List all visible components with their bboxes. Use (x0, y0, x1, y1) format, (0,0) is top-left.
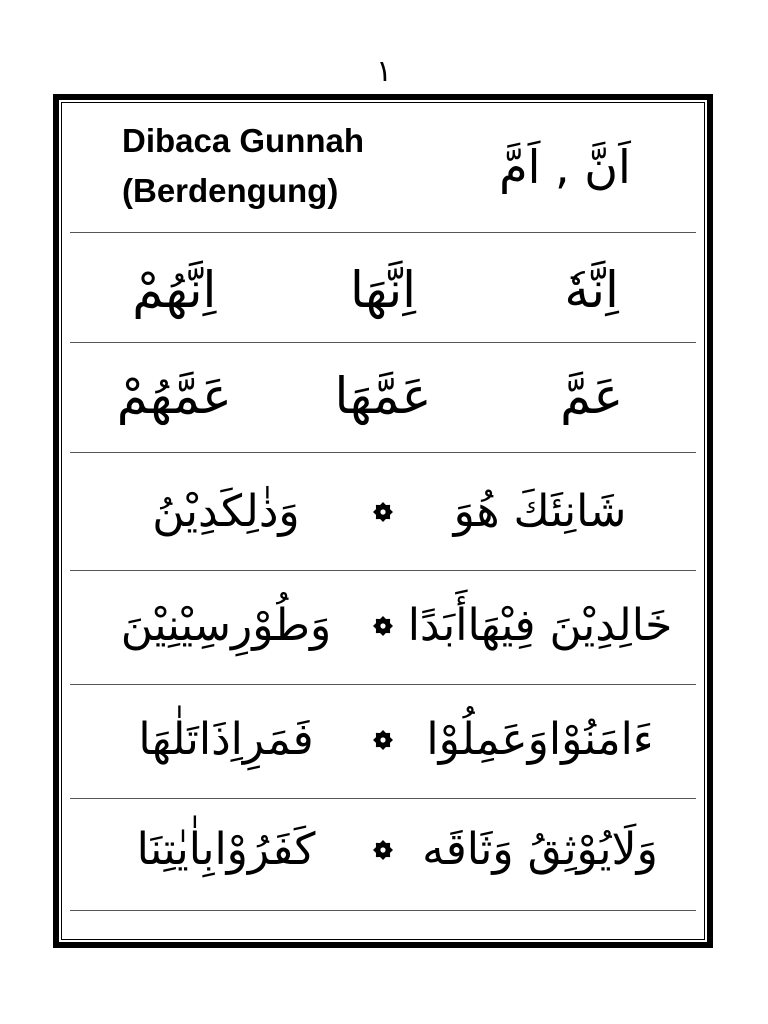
header-title (122, 116, 422, 216)
row-divider (70, 798, 696, 799)
phrase-right: ءَامَنُوْاوَعَمِلُوْا (426, 714, 654, 765)
word-3: اِنَّهُمْ (132, 261, 217, 319)
phrase-left: فَمَرِاِذَاتَلٰهَا (138, 714, 314, 765)
phrase-left: وَذٰلِكَدِيْنُ (152, 486, 300, 537)
phrase-row-1 (70, 462, 696, 562)
header-title-line1: Dibaca Gunnah (122, 122, 365, 159)
star-ornament-icon (372, 729, 394, 751)
page-number: ١ (375, 54, 393, 89)
phrase-left: وَطُوْرِسِيْنِيْنَ (120, 600, 332, 651)
star-ornament-icon (372, 615, 394, 637)
phrase-right: شَانِئَكَ هُوَ (453, 486, 627, 537)
star-ornament-icon (372, 839, 394, 861)
row-divider (70, 910, 696, 911)
row-divider (70, 342, 696, 343)
star-ornament-icon (372, 501, 394, 523)
header-title-line2: (Berdengung) (122, 172, 339, 209)
row-divider (70, 684, 696, 685)
word-2: عَمَّهَا (334, 367, 432, 425)
row-divider (70, 232, 696, 233)
word-row-1 (70, 240, 696, 340)
word-3: عَمَّهُمْ (116, 367, 232, 425)
row-divider (70, 570, 696, 571)
row-divider (70, 452, 696, 453)
word-1: اِنَّهٗ (564, 261, 619, 319)
header-arabic-text: اَنَّ , اَمَّ (499, 140, 631, 194)
phrase-right: خَالِدِيْنَ فِيْهَاأَبَدًا (407, 600, 673, 651)
phrase-row-2 (70, 576, 696, 676)
phrase-right: وَلَايُوْثِقُ وَثَاقَه (422, 824, 658, 875)
phrase-left: كَفَرُوْابِاٰيٰتِنَا (136, 824, 316, 875)
word-2: اِنَّهَا (349, 261, 417, 319)
word-1: عَمَّ (560, 367, 624, 425)
word-row-2 (70, 346, 696, 446)
phrase-row-4 (70, 800, 696, 900)
phrase-row-3 (70, 690, 696, 790)
